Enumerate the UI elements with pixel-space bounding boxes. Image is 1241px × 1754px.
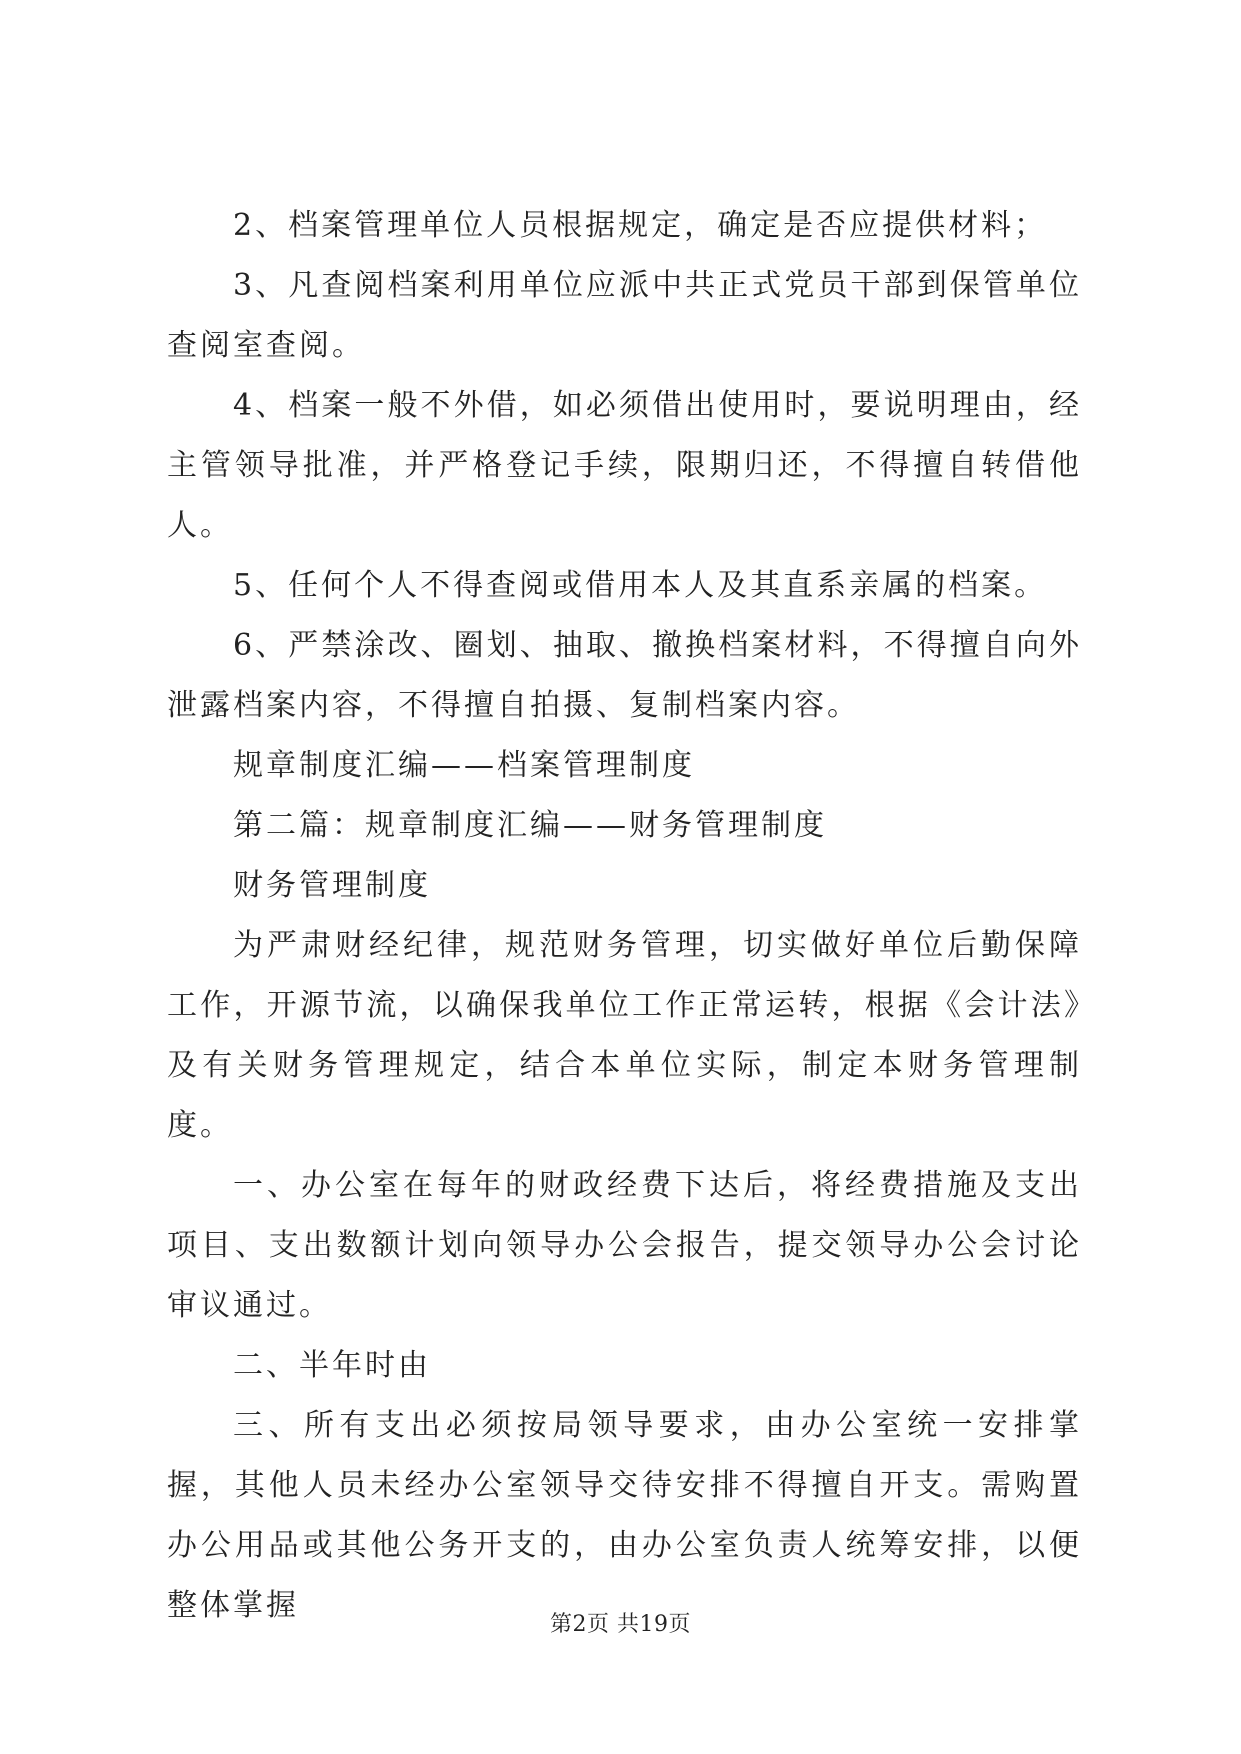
finance-rule-1: 一、办公室在每年的财政经费下达后，将经费措施及支出项目、支出数额计划向领导办公会报告，提交领导办公会讨论审议通过。 (167, 1168, 1082, 1323)
paragraph-item-4: 4、档案一般不外借，如必须借出使用时，要说明理由，经主管领导批准，并严格登记手续，限期归还，不得擅自转借他人。 (167, 388, 1082, 543)
page-number-footer: 第2页 共19页 (550, 1612, 691, 1637)
section-heading-finance: 财务管理制度 (233, 868, 431, 903)
section-title-archive: 规章制度汇编——档案管理制度 (233, 748, 695, 783)
finance-intro-paragraph: 为严肃财经纪律，规范财务管理，切实做好单位后勤保障工作，开源节流，以确保我单位工作正常运转，根据《会计法》及有关财务管理规定，结合本单位实际，制定本财务管理制度。 (167, 928, 1082, 1143)
paragraph-item-6: 6、严禁涂改、圈划、抽取、撤换档案材料，不得擅自向外泄露档案内容，不得擅自拍摄、复制档案内容。 (167, 628, 1082, 723)
finance-rule-3: 三、所有支出必须按局领导要求，由办公室统一安排掌握，其他人员未经办公室领导交待安排不得擅自开支。需购置办公用品或其他公务开支的，由办公室负责人统筹安排，以便整体掌握 (167, 1408, 1082, 1623)
finance-rule-2: 二、半年时由 (233, 1348, 431, 1383)
paragraph-item-3: 3、凡查阅档案利用单位应派中共正式党员干部到保管单位查阅室查阅。 (167, 268, 1082, 363)
paragraph-item-2: 2、档案管理单位人员根据规定，确定是否应提供材料； (233, 208, 1048, 243)
chapter-title-finance: 第二篇：规章制度汇编——财务管理制度 (233, 808, 827, 843)
document-body (167, 196, 1082, 1636)
paragraph-item-5: 5、任何个人不得查阅或借用本人及其直系亲属的档案。 (233, 568, 1048, 603)
